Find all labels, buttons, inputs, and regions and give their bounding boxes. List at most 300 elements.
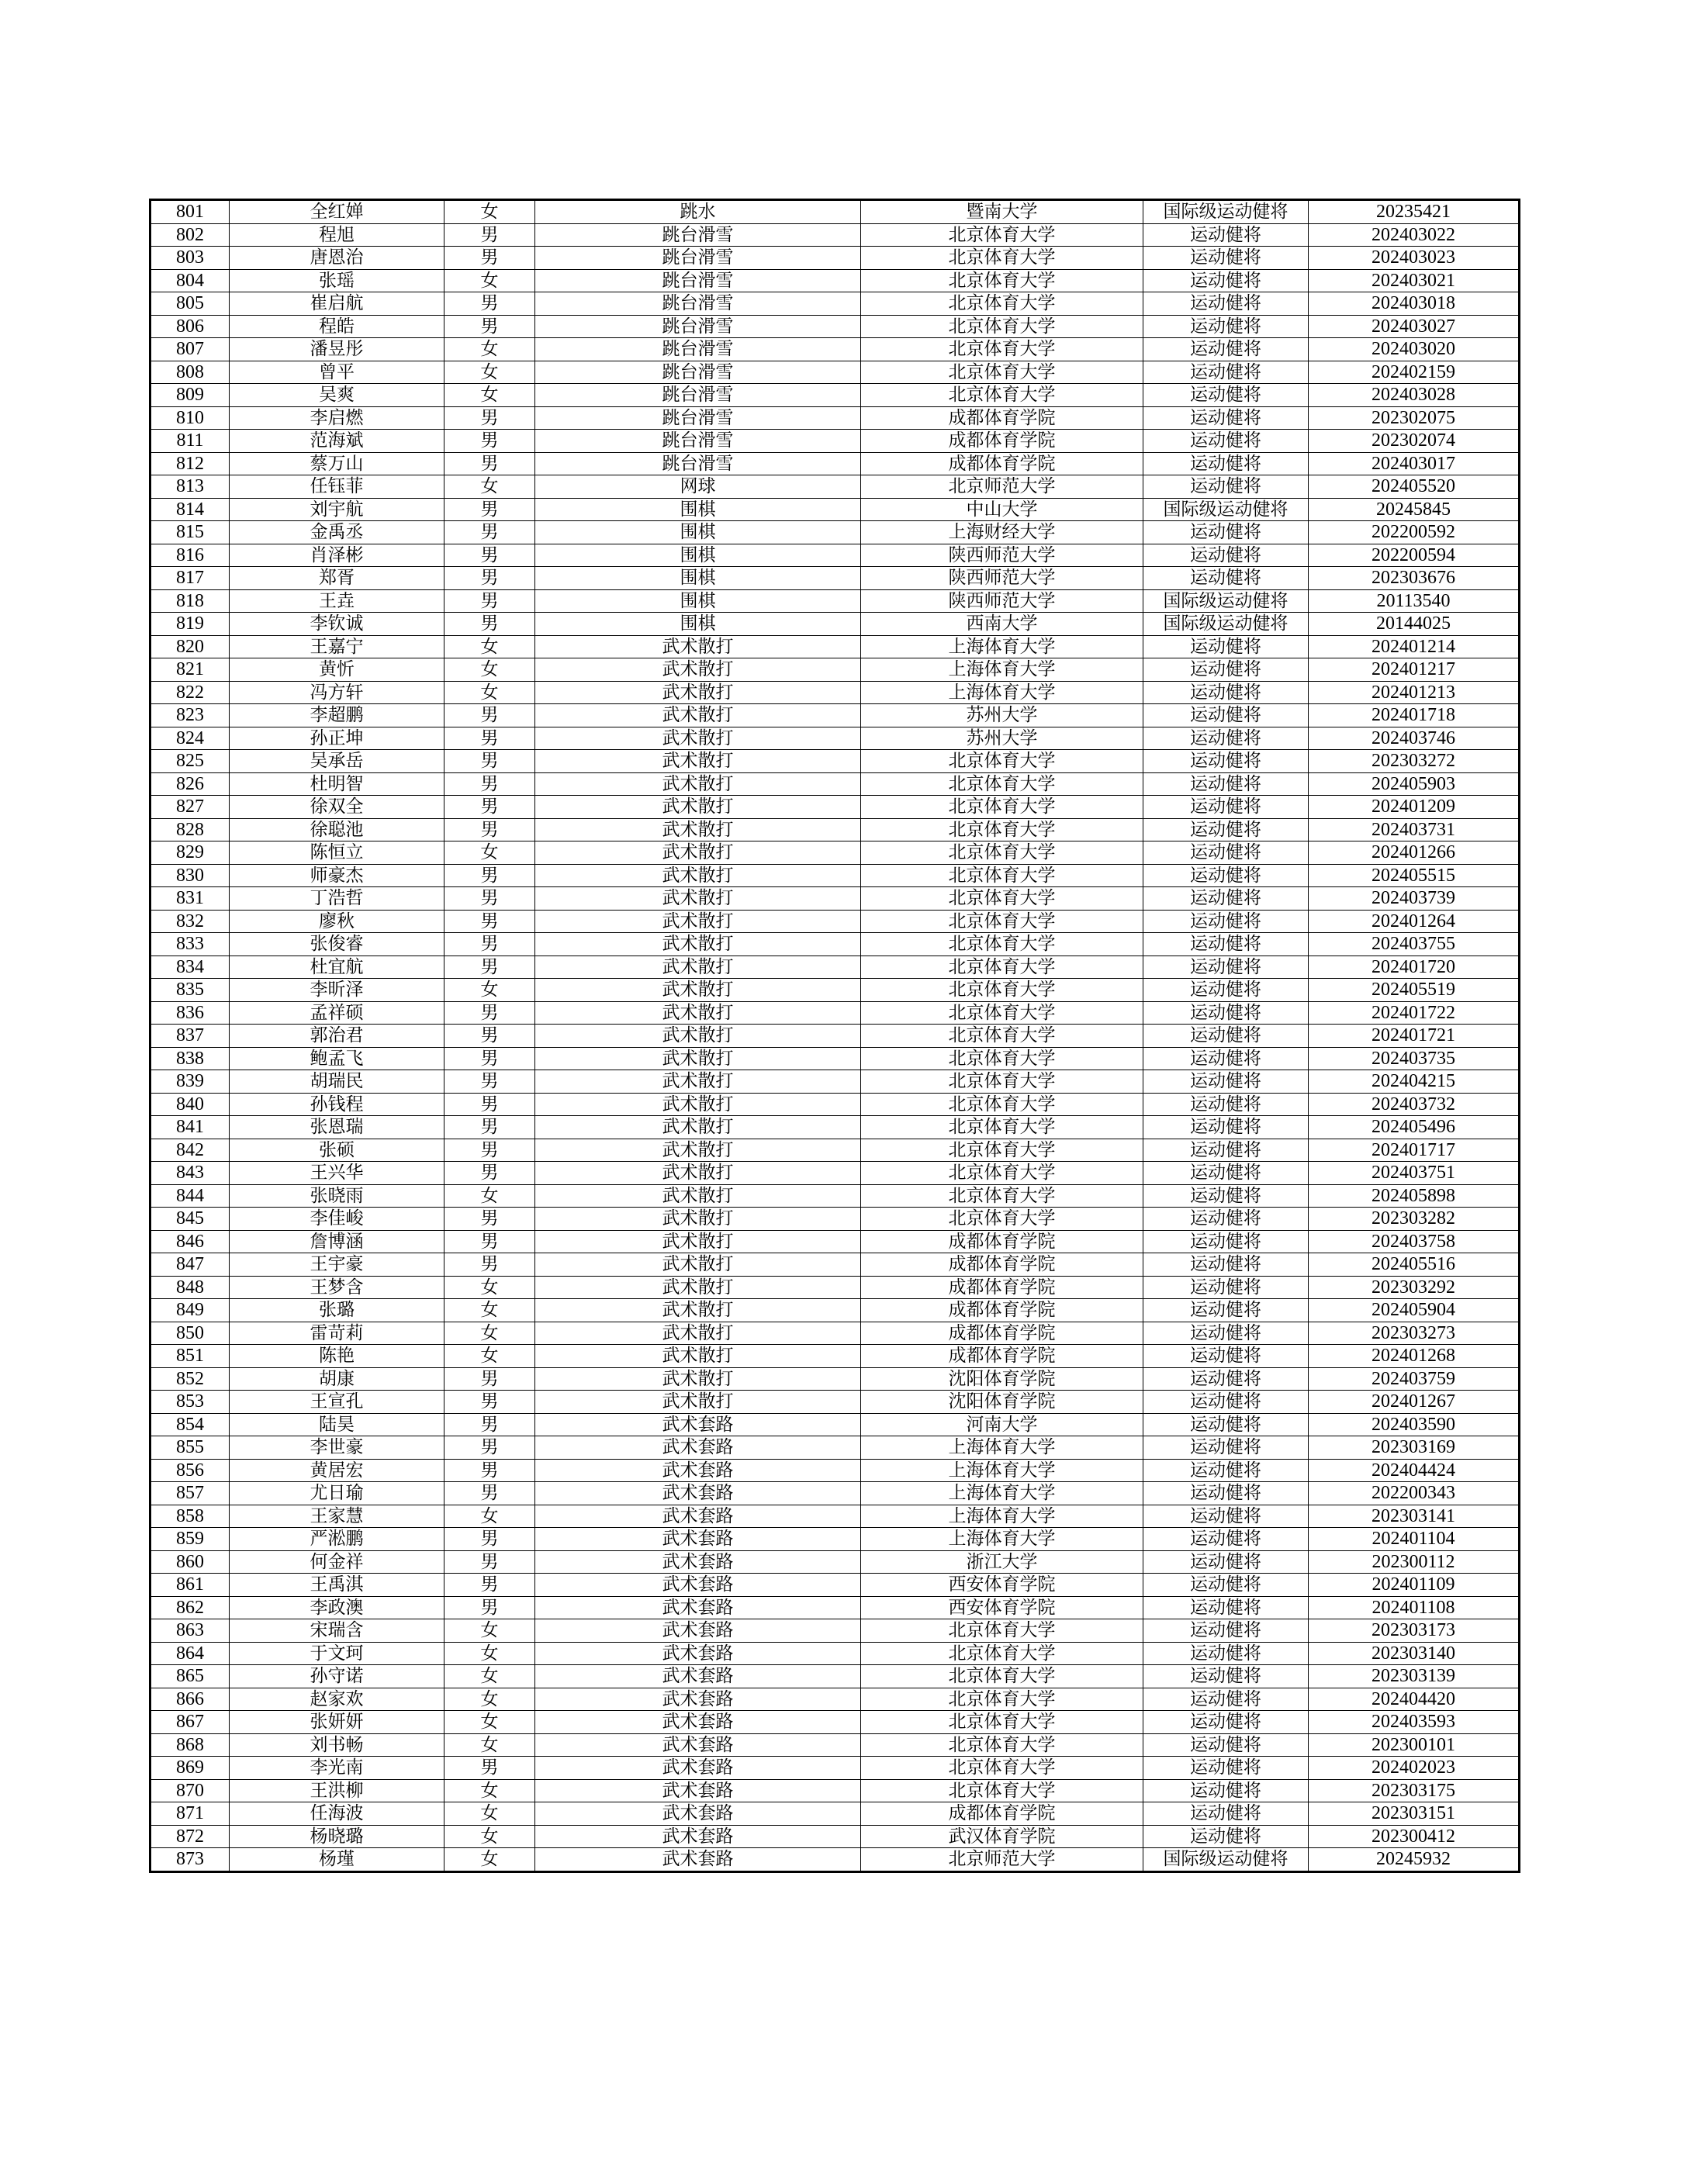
table-row	[150, 1230, 1520, 1253]
athlete-grade-cell: 运动健将	[1143, 1550, 1309, 1574]
university-cell: 北京体育大学	[861, 818, 1143, 841]
gender-cell: 男	[444, 887, 535, 911]
sport-cell: 跳台滑雪	[535, 338, 861, 361]
athlete-grade-cell: 国际级运动健将	[1143, 613, 1309, 636]
gender-cell: 女	[444, 681, 535, 704]
table-row	[150, 864, 1520, 887]
certificate-number-cell: 202200343	[1309, 1482, 1520, 1505]
table-row	[150, 910, 1520, 933]
table-row	[150, 567, 1520, 590]
table-row	[150, 727, 1520, 750]
table-row	[150, 1139, 1520, 1162]
gender-cell: 女	[444, 1505, 535, 1528]
athlete-name-cell: 吴爽	[230, 384, 444, 407]
athlete-name-cell: 李钦诚	[230, 613, 444, 636]
table-row	[150, 658, 1520, 682]
athlete-grade-cell: 运动健将	[1143, 1459, 1309, 1482]
sport-cell: 武术套路	[535, 1642, 861, 1665]
athlete-grade-cell: 运动健将	[1143, 818, 1309, 841]
athlete-name-cell: 鲍孟飞	[230, 1047, 444, 1070]
athlete-grade-cell: 运动健将	[1143, 452, 1309, 475]
athlete-grade-cell: 运动健将	[1143, 750, 1309, 773]
certificate-number-cell: 202403731	[1309, 818, 1520, 841]
university-cell: 苏州大学	[861, 704, 1143, 727]
gender-cell: 男	[444, 1253, 535, 1277]
university-cell: 暨南大学	[861, 200, 1143, 224]
athlete-grade-cell: 运动健将	[1143, 1070, 1309, 1094]
certificate-number-cell: 202405520	[1309, 475, 1520, 499]
athlete-grade-cell: 运动健将	[1143, 1047, 1309, 1070]
gender-cell: 男	[444, 1208, 535, 1231]
certificate-number-cell: 202303169	[1309, 1436, 1520, 1460]
athlete-name-cell: 肖泽彬	[230, 544, 444, 567]
gender-cell: 男	[444, 1139, 535, 1162]
certificate-number-cell: 202403732	[1309, 1093, 1520, 1116]
athlete-grade-cell: 运动健将	[1143, 1184, 1309, 1208]
certificate-number-cell: 202402023	[1309, 1757, 1520, 1780]
athlete-grade-cell: 运动健将	[1143, 1116, 1309, 1139]
gender-cell: 女	[444, 200, 535, 224]
row-number-cell: 811	[150, 430, 230, 453]
row-number-cell: 869	[150, 1757, 230, 1780]
sport-cell: 武术散打	[535, 1139, 861, 1162]
athlete-name-cell: 廖秋	[230, 910, 444, 933]
sport-cell: 武术散打	[535, 1253, 861, 1277]
sport-cell: 武术散打	[535, 818, 861, 841]
table-row	[150, 452, 1520, 475]
row-number-cell: 866	[150, 1688, 230, 1711]
certificate-number-cell: 202403023	[1309, 247, 1520, 270]
athlete-name-cell: 蔡万山	[230, 452, 444, 475]
university-cell: 北京体育大学	[861, 1093, 1143, 1116]
certificate-number-cell: 202403028	[1309, 384, 1520, 407]
certificate-number-cell: 202303273	[1309, 1322, 1520, 1345]
sport-cell: 武术散打	[535, 635, 861, 658]
gender-cell: 女	[444, 1825, 535, 1848]
athlete-name-cell: 任钰菲	[230, 475, 444, 499]
certificate-number-cell: 202303292	[1309, 1276, 1520, 1299]
row-number-cell: 832	[150, 910, 230, 933]
sport-cell: 跳台滑雪	[535, 315, 861, 338]
athlete-grade-cell: 运动健将	[1143, 933, 1309, 956]
sport-cell: 武术套路	[535, 1482, 861, 1505]
gender-cell: 男	[444, 1070, 535, 1094]
table-row	[150, 933, 1520, 956]
gender-cell: 男	[444, 1001, 535, 1025]
gender-cell: 男	[444, 589, 535, 613]
table-row	[150, 1711, 1520, 1734]
university-cell: 北京体育大学	[861, 247, 1143, 270]
row-number-cell: 816	[150, 544, 230, 567]
athlete-grade-cell: 运动健将	[1143, 1482, 1309, 1505]
sport-cell: 武术套路	[535, 1825, 861, 1848]
athlete-grade-cell: 运动健将	[1143, 1230, 1309, 1253]
athlete-grade-cell: 运动健将	[1143, 521, 1309, 544]
certificate-number-cell: 202401722	[1309, 1001, 1520, 1025]
gender-cell: 男	[444, 955, 535, 979]
row-number-cell: 824	[150, 727, 230, 750]
sport-cell: 武术散打	[535, 1367, 861, 1391]
row-number-cell: 870	[150, 1779, 230, 1802]
athlete-grade-cell: 运动健将	[1143, 658, 1309, 682]
athlete-list-table	[149, 199, 1520, 1873]
athlete-name-cell: 王嘉宁	[230, 635, 444, 658]
row-number-cell: 804	[150, 269, 230, 292]
certificate-number-cell: 202401718	[1309, 704, 1520, 727]
gender-cell: 女	[444, 361, 535, 384]
row-number-cell: 855	[150, 1436, 230, 1460]
certificate-number-cell: 202403022	[1309, 223, 1520, 247]
gender-cell: 男	[444, 1413, 535, 1436]
gender-cell: 女	[444, 1276, 535, 1299]
gender-cell: 女	[444, 1779, 535, 1802]
row-number-cell: 826	[150, 772, 230, 796]
sport-cell: 武术套路	[535, 1459, 861, 1482]
sport-cell: 武术套路	[535, 1711, 861, 1734]
athlete-name-cell: 王禹淇	[230, 1574, 444, 1597]
table-row	[150, 1733, 1520, 1757]
athlete-grade-cell: 运动健将	[1143, 1642, 1309, 1665]
table-row	[150, 1757, 1520, 1780]
table-row	[150, 1574, 1520, 1597]
gender-cell: 男	[444, 1550, 535, 1574]
certificate-number-cell: 202403020	[1309, 338, 1520, 361]
certificate-number-cell: 202303173	[1309, 1619, 1520, 1643]
athlete-grade-cell: 国际级运动健将	[1143, 589, 1309, 613]
sport-cell: 武术散打	[535, 1230, 861, 1253]
athlete-name-cell: 任海波	[230, 1802, 444, 1826]
gender-cell: 女	[444, 841, 535, 865]
athlete-grade-cell: 运动健将	[1143, 1413, 1309, 1436]
certificate-number-cell: 202404420	[1309, 1688, 1520, 1711]
athlete-name-cell: 程皓	[230, 315, 444, 338]
row-number-cell: 873	[150, 1848, 230, 1872]
athlete-grade-cell: 运动健将	[1143, 1162, 1309, 1185]
row-number-cell: 806	[150, 315, 230, 338]
gender-cell: 女	[444, 269, 535, 292]
certificate-number-cell: 202405903	[1309, 772, 1520, 796]
sport-cell: 围棋	[535, 521, 861, 544]
gender-cell: 男	[444, 1230, 535, 1253]
row-number-cell: 840	[150, 1093, 230, 1116]
athlete-name-cell: 程旭	[230, 223, 444, 247]
athlete-name-cell: 胡瑞民	[230, 1070, 444, 1094]
athlete-grade-cell: 运动健将	[1143, 1802, 1309, 1826]
table-row	[150, 635, 1520, 658]
university-cell: 北京体育大学	[861, 1070, 1143, 1094]
table-row	[150, 475, 1520, 499]
athlete-name-cell: 潘昱彤	[230, 338, 444, 361]
table-row	[150, 1025, 1520, 1048]
university-cell: 北京体育大学	[861, 1116, 1143, 1139]
sport-cell: 武术散打	[535, 1345, 861, 1368]
table-row	[150, 247, 1520, 270]
row-number-cell: 801	[150, 200, 230, 224]
athlete-grade-cell: 运动健将	[1143, 979, 1309, 1002]
university-cell: 北京体育大学	[861, 864, 1143, 887]
university-cell: 陕西师范大学	[861, 544, 1143, 567]
gender-cell: 男	[444, 727, 535, 750]
table-row	[150, 1688, 1520, 1711]
certificate-number-cell: 202404215	[1309, 1070, 1520, 1094]
table-row	[150, 430, 1520, 453]
university-cell: 北京体育大学	[861, 361, 1143, 384]
sport-cell: 武术套路	[535, 1665, 861, 1688]
certificate-number-cell: 202401266	[1309, 841, 1520, 865]
sport-cell: 武术套路	[535, 1779, 861, 1802]
certificate-number-cell: 20245845	[1309, 498, 1520, 521]
certificate-number-cell: 202403751	[1309, 1162, 1520, 1185]
gender-cell: 男	[444, 704, 535, 727]
sport-cell: 武术散打	[535, 1322, 861, 1345]
certificate-number-cell: 202401264	[1309, 910, 1520, 933]
certificate-number-cell: 202403021	[1309, 269, 1520, 292]
athlete-name-cell: 全红婵	[230, 200, 444, 224]
certificate-number-cell: 202403735	[1309, 1047, 1520, 1070]
university-cell: 北京体育大学	[861, 223, 1143, 247]
athlete-list-body	[150, 200, 1520, 1872]
certificate-number-cell: 202403018	[1309, 292, 1520, 316]
university-cell: 成都体育学院	[861, 1322, 1143, 1345]
sport-cell: 跳台滑雪	[535, 223, 861, 247]
sport-cell: 武术散打	[535, 750, 861, 773]
table-row	[150, 818, 1520, 841]
table-row	[150, 384, 1520, 407]
athlete-grade-cell: 运动健将	[1143, 1322, 1309, 1345]
row-number-cell: 836	[150, 1001, 230, 1025]
university-cell: 北京体育大学	[861, 1047, 1143, 1070]
certificate-number-cell: 202403590	[1309, 1413, 1520, 1436]
sport-cell: 武术套路	[535, 1528, 861, 1551]
sport-cell: 武术套路	[535, 1733, 861, 1757]
gender-cell: 女	[444, 1642, 535, 1665]
university-cell: 武汉体育学院	[861, 1825, 1143, 1848]
gender-cell: 男	[444, 1482, 535, 1505]
certificate-number-cell: 202403017	[1309, 452, 1520, 475]
university-cell: 上海体育大学	[861, 1482, 1143, 1505]
certificate-number-cell: 202302075	[1309, 406, 1520, 430]
gender-cell: 男	[444, 1025, 535, 1048]
university-cell: 北京体育大学	[861, 315, 1143, 338]
athlete-grade-cell: 国际级运动健将	[1143, 200, 1309, 224]
university-cell: 上海体育大学	[861, 658, 1143, 682]
athlete-grade-cell: 运动健将	[1143, 1733, 1309, 1757]
athlete-name-cell: 刘宇航	[230, 498, 444, 521]
university-cell: 上海体育大学	[861, 1528, 1143, 1551]
athlete-grade-cell: 运动健将	[1143, 1093, 1309, 1116]
certificate-number-cell: 202405898	[1309, 1184, 1520, 1208]
university-cell: 北京体育大学	[861, 1208, 1143, 1231]
table-row	[150, 1848, 1520, 1872]
gender-cell: 男	[444, 247, 535, 270]
gender-cell: 男	[444, 498, 535, 521]
certificate-number-cell: 202303175	[1309, 1779, 1520, 1802]
athlete-name-cell: 李昕泽	[230, 979, 444, 1002]
table-row	[150, 544, 1520, 567]
sport-cell: 武术套路	[535, 1596, 861, 1619]
athlete-name-cell: 于文珂	[230, 1642, 444, 1665]
athlete-name-cell: 王梦含	[230, 1276, 444, 1299]
certificate-number-cell: 202401721	[1309, 1025, 1520, 1048]
gender-cell: 男	[444, 1162, 535, 1185]
sport-cell: 武术散打	[535, 772, 861, 796]
table-row	[150, 521, 1520, 544]
athlete-grade-cell: 运动健将	[1143, 1825, 1309, 1848]
table-row	[150, 1413, 1520, 1436]
athlete-grade-cell: 运动健将	[1143, 864, 1309, 887]
athlete-name-cell: 张硕	[230, 1139, 444, 1162]
row-number-cell: 871	[150, 1802, 230, 1826]
certificate-number-cell: 202300412	[1309, 1825, 1520, 1848]
row-number-cell: 853	[150, 1391, 230, 1414]
sport-cell: 武术散打	[535, 658, 861, 682]
row-number-cell: 807	[150, 338, 230, 361]
row-number-cell: 865	[150, 1665, 230, 1688]
row-number-cell: 854	[150, 1413, 230, 1436]
athlete-name-cell: 李启燃	[230, 406, 444, 430]
athlete-grade-cell: 国际级运动健将	[1143, 1848, 1309, 1872]
athlete-name-cell: 何金祥	[230, 1550, 444, 1574]
university-cell: 北京体育大学	[861, 772, 1143, 796]
certificate-number-cell: 202401209	[1309, 796, 1520, 819]
certificate-number-cell: 202303676	[1309, 567, 1520, 590]
row-number-cell: 861	[150, 1574, 230, 1597]
athlete-grade-cell: 运动健将	[1143, 1436, 1309, 1460]
university-cell: 北京体育大学	[861, 1757, 1143, 1780]
athlete-grade-cell: 运动健将	[1143, 1139, 1309, 1162]
certificate-number-cell: 202405515	[1309, 864, 1520, 887]
sport-cell: 跳台滑雪	[535, 247, 861, 270]
athlete-name-cell: 王垚	[230, 589, 444, 613]
athlete-name-cell: 陈艳	[230, 1345, 444, 1368]
athlete-name-cell: 杨瑾	[230, 1848, 444, 1872]
certificate-number-cell: 202302074	[1309, 430, 1520, 453]
table-row	[150, 1596, 1520, 1619]
table-row	[150, 1184, 1520, 1208]
university-cell: 上海体育大学	[861, 1459, 1143, 1482]
sport-cell: 网球	[535, 475, 861, 499]
university-cell: 成都体育学院	[861, 1802, 1143, 1826]
gender-cell: 男	[444, 406, 535, 430]
sport-cell: 武术套路	[535, 1688, 861, 1711]
athlete-name-cell: 王宣孔	[230, 1391, 444, 1414]
sport-cell: 武术散打	[535, 1208, 861, 1231]
athlete-name-cell: 张瑶	[230, 269, 444, 292]
gender-cell: 男	[444, 1047, 535, 1070]
university-cell: 北京体育大学	[861, 979, 1143, 1002]
table-row	[150, 1665, 1520, 1688]
row-number-cell: 835	[150, 979, 230, 1002]
sport-cell: 围棋	[535, 589, 861, 613]
certificate-number-cell: 202403593	[1309, 1711, 1520, 1734]
table-row	[150, 1550, 1520, 1574]
table-row	[150, 955, 1520, 979]
university-cell: 北京体育大学	[861, 269, 1143, 292]
university-cell: 北京师范大学	[861, 475, 1143, 499]
athlete-grade-cell: 运动健将	[1143, 1299, 1309, 1322]
athlete-grade-cell: 运动健将	[1143, 544, 1309, 567]
table-row	[150, 1505, 1520, 1528]
athlete-grade-cell: 运动健将	[1143, 338, 1309, 361]
athlete-name-cell: 孙正坤	[230, 727, 444, 750]
sport-cell: 武术散打	[535, 1391, 861, 1414]
sport-cell: 跳台滑雪	[535, 406, 861, 430]
university-cell: 北京体育大学	[861, 1779, 1143, 1802]
gender-cell: 男	[444, 1528, 535, 1551]
gender-cell: 女	[444, 384, 535, 407]
sport-cell: 武术套路	[535, 1436, 861, 1460]
sport-cell: 武术散打	[535, 796, 861, 819]
athlete-name-cell: 尤日瑜	[230, 1482, 444, 1505]
gender-cell: 女	[444, 1665, 535, 1688]
table-row	[150, 613, 1520, 636]
gender-cell: 男	[444, 796, 535, 819]
row-number-cell: 827	[150, 796, 230, 819]
athlete-name-cell: 王宇豪	[230, 1253, 444, 1277]
gender-cell: 男	[444, 430, 535, 453]
certificate-number-cell: 202401108	[1309, 1596, 1520, 1619]
table-row	[150, 200, 1520, 224]
sport-cell: 武术散打	[535, 1162, 861, 1185]
gender-cell: 女	[444, 475, 535, 499]
university-cell: 河南大学	[861, 1413, 1143, 1436]
table-row	[150, 1299, 1520, 1322]
row-number-cell: 842	[150, 1139, 230, 1162]
athlete-name-cell: 李超鹏	[230, 704, 444, 727]
sport-cell: 武术散打	[535, 887, 861, 911]
row-number-cell: 844	[150, 1184, 230, 1208]
certificate-number-cell: 202303140	[1309, 1642, 1520, 1665]
certificate-number-cell: 202300101	[1309, 1733, 1520, 1757]
athlete-grade-cell: 运动健将	[1143, 1711, 1309, 1734]
university-cell: 北京体育大学	[861, 841, 1143, 865]
table-row	[150, 841, 1520, 865]
athlete-name-cell: 曾平	[230, 361, 444, 384]
athlete-name-cell: 陈恒立	[230, 841, 444, 865]
athlete-grade-cell: 运动健将	[1143, 681, 1309, 704]
university-cell: 成都体育学院	[861, 1299, 1143, 1322]
athlete-grade-cell: 运动健将	[1143, 1345, 1309, 1368]
athlete-grade-cell: 运动健将	[1143, 1001, 1309, 1025]
athlete-name-cell: 李光南	[230, 1757, 444, 1780]
certificate-number-cell: 202403759	[1309, 1367, 1520, 1391]
row-number-cell: 814	[150, 498, 230, 521]
row-number-cell: 857	[150, 1482, 230, 1505]
gender-cell: 女	[444, 1802, 535, 1826]
row-number-cell: 830	[150, 864, 230, 887]
gender-cell: 女	[444, 979, 535, 1002]
row-number-cell: 839	[150, 1070, 230, 1094]
certificate-number-cell: 202401720	[1309, 955, 1520, 979]
university-cell: 上海体育大学	[861, 681, 1143, 704]
university-cell: 上海财经大学	[861, 521, 1143, 544]
table-row	[150, 1276, 1520, 1299]
table-row	[150, 1825, 1520, 1848]
university-cell: 中山大学	[861, 498, 1143, 521]
gender-cell: 女	[444, 1619, 535, 1643]
row-number-cell: 809	[150, 384, 230, 407]
university-cell: 上海体育大学	[861, 635, 1143, 658]
table-row	[150, 1322, 1520, 1345]
sport-cell: 跳台滑雪	[535, 430, 861, 453]
university-cell: 陕西师范大学	[861, 567, 1143, 590]
university-cell: 北京体育大学	[861, 1025, 1143, 1048]
athlete-name-cell: 孟祥硕	[230, 1001, 444, 1025]
gender-cell: 女	[444, 1688, 535, 1711]
table-row	[150, 1162, 1520, 1185]
athlete-name-cell: 胡康	[230, 1367, 444, 1391]
certificate-number-cell: 202200594	[1309, 544, 1520, 567]
